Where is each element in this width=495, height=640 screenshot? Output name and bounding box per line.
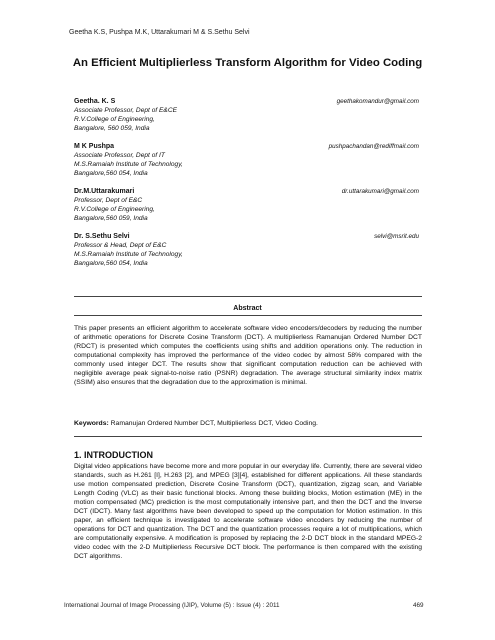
keywords-text: Ramanujan Ordered Number DCT, Multiplierless DCT, Video Coding. — [108, 420, 318, 427]
author-email[interactable]: dr.uttarakumari@gmail.com — [341, 188, 419, 195]
abstract-heading-rule — [74, 315, 422, 316]
abstract-top-rule — [74, 296, 422, 297]
author-affiliation-line: Professor & Head, Dept of E&C — [74, 242, 167, 249]
section-heading: 1. INTRODUCTION — [74, 450, 154, 460]
author-email[interactable]: pushpachandan@rediffmail.com — [328, 143, 419, 150]
author-block-3 — [74, 187, 419, 223]
author-affiliation-line: Bangalore,560 054, India — [74, 170, 148, 177]
abstract-text: This paper presents an efficient algorithm to accelerate software video encoders/decoders by reducing the number of arithmetic operations for Discrete Cosine Transform (DCT). A multiplierless Ramanujan Ordered Number DCT (RDCT) is presented which computes the coefficients using shifts and addition operations only. The reduction in computational complexity has improved the performance of the video codec by almost 58% compared with the commonly used integer DCT. The results show that significant computation reduction can be achieved with negligible average peak signal-to-noise ratio (PSNR) degradation. The average structural similarity index matrix (SSIM) also ensures that the degradation due to the approximation is minimal. — [74, 325, 422, 386]
author-affiliation-line: Associate Professor, Dept of IT — [74, 152, 165, 159]
author-block-2 — [74, 142, 419, 178]
keywords — [74, 420, 422, 427]
running-head: Geetha K.S, Pushpa M.K, Uttarakumari M & S.Sethu Selvi — [69, 29, 250, 36]
author-affiliation-line: R.V.College of Engineering, — [74, 206, 155, 213]
author-email[interactable]: geethakomandur@gmail.com — [336, 98, 419, 105]
section-body-text: Digital video applications have become more and more popular in our everyday life. Currently, there are several video standards, such as H.261 [I], H.263 [2], and MPEG [3][4], established for different applications. All these standards use motion compensated prediction, Discrete Cosine Transform (DCT), quantization, zigzag scan, and Variable Length Coding (VLC) as their basic functional blocks. Among these building blocks, Motion estimation (ME) in the motion compensated (MC) prediction is the most computationally intensive part, and then the DCT and the Inverse DCT (IDCT). Many fast algorithms have been developed to speed up the computation for Motion estimation. In this paper, an efficient technique is investigated to accelerate software video encoders by reducing the number of operations for DCT and quantization. The DCT and the quantization processes require a lot of multiplications, which are computationally expensive. A modification is proposed by replacing the 2-D DCT block in the standard MPEG-2 video codec with the 2-D Multiplierless Recursive DCT block. The performance is then compared with the existing DCT algorithms. — [74, 463, 422, 560]
author-affiliation-line: M.S.Ramaiah Institute of Technology, — [74, 251, 183, 258]
author-name: Geetha. K. S — [74, 98, 116, 105]
abstract-heading: Abstract — [233, 305, 262, 312]
author-affiliation-line: Bangalore,560 059, India — [74, 215, 148, 222]
page-number: 469 — [413, 602, 424, 609]
keywords-bottom-rule — [74, 436, 422, 437]
author-affiliation-line: Professor, Dept of E&C — [74, 197, 143, 204]
author-affiliation-line: Bangalore, 560 059, India — [74, 125, 150, 132]
author-name: M K Pushpa — [74, 143, 115, 150]
author-block-1 — [74, 97, 419, 133]
author-block-4 — [74, 232, 419, 268]
paper-title: An Efficient Multiplierless Transform Algorithm for Video Coding — [72, 57, 423, 69]
author-email[interactable]: selvi@msrit.edu — [374, 233, 419, 240]
author-name: Dr.M.Uttarakumari — [74, 188, 135, 195]
journal-footer: International Journal of Image Processing (IJIP), Volume (5) : Issue (4) : 2011 — [64, 602, 280, 609]
author-affiliation-line: M.S.Ramaiah Institute of Technology, — [74, 161, 183, 168]
author-affiliation-line: R.V.College of Engineering, — [74, 116, 155, 123]
keywords-label: Keywords: — [74, 420, 109, 427]
author-affiliation-line: Bangalore,560 054, India — [74, 260, 148, 267]
author-affiliation-line: Associate Professor, Dept of E&CE — [74, 107, 177, 114]
author-name: Dr. S.Sethu Selvi — [74, 233, 130, 240]
